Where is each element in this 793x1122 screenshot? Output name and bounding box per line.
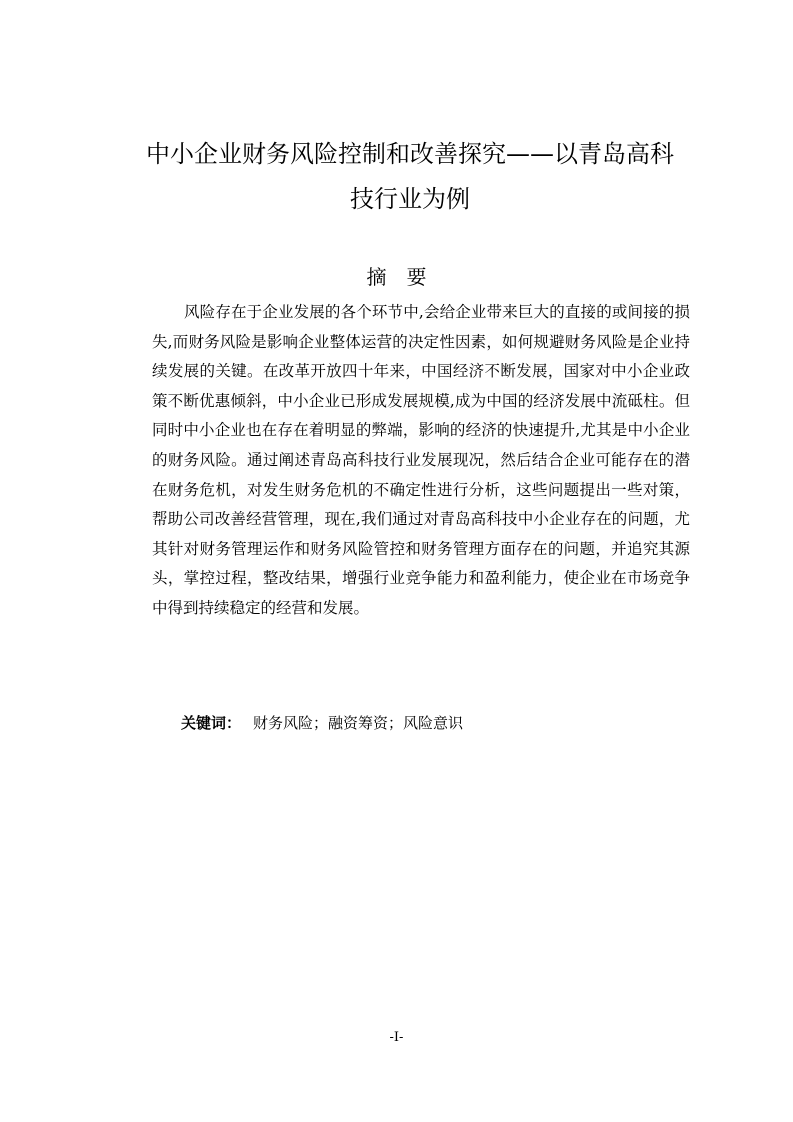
keywords-list: 财务风险；融资筹资；风险意识 bbox=[253, 714, 464, 732]
keywords-line bbox=[181, 710, 681, 736]
document-title bbox=[140, 132, 680, 222]
abstract-heading: 摘要 bbox=[366, 265, 447, 289]
abstract-body: 风险存在于企业发展的各个环节中,会给企业带来巨大的直接的或间接的损失,而财务风险是影响企业整体运营的决定性因素，如何规避财务风险是企业持续发展的关键。在改革开放四十年来，中国经济不断发展，国家对中小企业政策不断优惠倾斜，中小企业已形成发展规模,成为中国的经济发展中流砥柱。但同时中小企业也在存在着明显的弊端，影响的经济的快速提升,尤其是中小企业的财务风险。通过阐述青岛高科技行业发展现况，然后结合企业可能存在的潜在财务危机，对发生财务危机的不确定性进行分析，这些问题提出一些对策，帮助公司改善经营管理，现在,我们通过对青岛高科技中小企业存在的问题，尤其针对财务管理运作和财务风险管控和财务管理方面存在的问题，并追究其源头，掌控过程，整改结果，增强行业竞争能力和盈利能力，使企业在市场竞争中得到持续稳定的经营和发展。 bbox=[152, 303, 690, 617]
title-line-1: 中小企业财务风险控制和改善探究——以青岛高科 bbox=[146, 140, 674, 168]
keywords-label: 关键词： bbox=[181, 714, 242, 732]
page-number: -I- bbox=[389, 1030, 404, 1045]
title-line-2: 技行业为例 bbox=[350, 185, 470, 213]
